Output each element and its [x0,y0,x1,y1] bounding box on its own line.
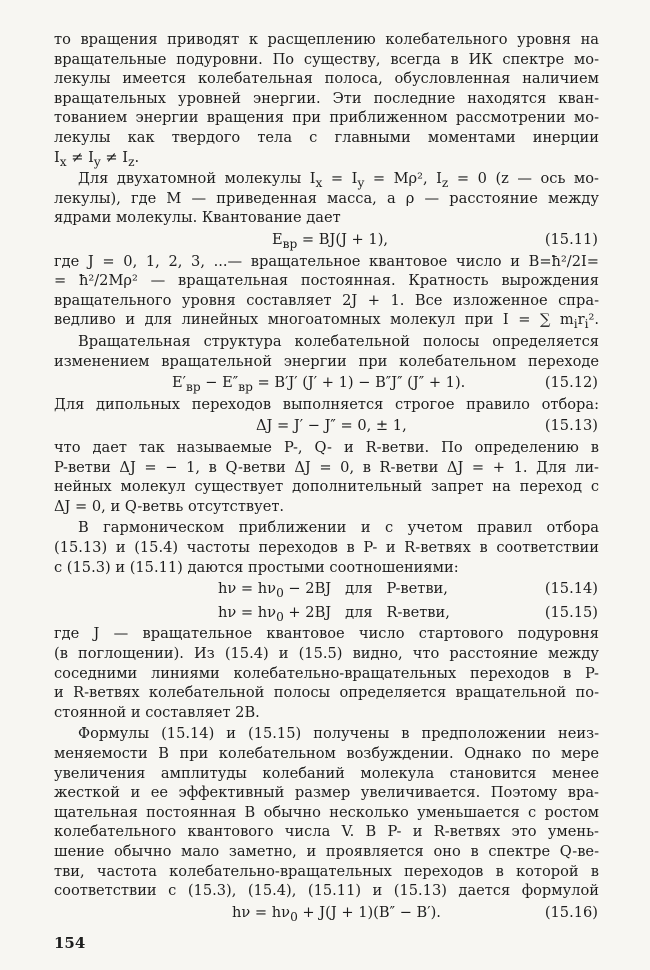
text-line: (15.13) и (15.4) частоты переходов в P- и R-ветвях в соответствии [54,539,599,556]
text-line: ведливо и для линейных многоатомных молекул при I = ∑ $m_ir_i^2$. [54,311,599,332]
text-line: изменением вращательной энергии при колебательном переходе [54,352,599,370]
text-line: лекулы как твердого тела с главными моментами инерции [54,129,599,146]
text-line: В гармоническом приближении и с учетом правил отбора [78,519,599,537]
equation-number: (15.11) [544,231,598,248]
page-number: 154 [54,934,86,953]
equation-number: (15.12) [544,374,598,392]
text-line: стоянной и составляет 2B. [54,703,260,721]
text-line: жесткой и ее эффективный размер увеличивается. Поэтому вра- [54,784,599,802]
equation-number: (15.15) [544,603,598,621]
text-line: меняемости B при колебательном возбуждении. Однако по мере [54,745,599,762]
text-line: вращательные подуровни. По существу, всегда в ИК спектре мо- [54,50,599,68]
text-line: тованием энергии вращения при приближенном рассмотрении мо- [54,109,599,127]
text-line: ядрами молекулы. Квантование дает [54,209,341,227]
text-line: лекулы имеется колебательная полоса, обусловленная наличием [54,70,599,88]
equation-15-13: ΔJ = J′ − J″ = 0, ± 1, [256,417,407,435]
text-line: нейных молекул существует дополнительный запрет на переход с [54,478,599,496]
text-line: Для двухатомной молекулы $I_x = I_y = M\rho^2$, $I_z = 0$ (z — ось мо- [78,170,599,191]
text-line: лекулы), где M — приведенная масса, а ρ — расстояние между [54,189,599,207]
equation-15-11: $E_{вр} = BJ(J + 1)$, [272,231,389,251]
text-line: вращательных уровней энергии. Эти последние находятся кван- [54,89,599,107]
text-line: Вращательная структура колебательной полосы определяется [78,333,599,350]
equation-15-14: $h\nu = h\nu_0 - 2BJ$ для P-ветви, [218,580,448,601]
text-line: Формулы (15.14) и (15.15) получены в предположении неиз- [78,725,599,743]
text-line: с (15.3) и (15.11) даются простыми соотношениями: [54,558,459,576]
text-line: то вращения приводят к расщеплению колебательного уровня на [54,31,599,48]
text-line: увеличения амплитуды колебаний молекула становится менее [54,764,599,782]
text-line: шение обычно мало заметно, и проявляется оно в спектре Q-ве- [54,843,599,860]
text-line: вращательного уровня составляет 2J + 1. Все изложенное спра- [54,291,599,309]
text-line: = ħ²/2Mρ² — вращательная постоянная. Кратность вырождения [54,272,599,290]
equation-15-12: $E'_{вр} - E''_{вр} = B'J'$ (J′ + 1) − B″J″ (J″ + 1). [172,374,466,395]
equation-number: (15.14) [544,580,598,598]
text-line: где J — вращательное квантовое число стартового подуровня [54,625,599,643]
text-line: ΔJ = 0, и Q-ветвь отсутствует. [54,497,285,515]
text-line: соответствии с (15.3), (15.4), (15.11) и (15.13) дается формулой [54,882,599,900]
text-line: Для дипольных переходов выполняется строгое правило отбора: [54,395,599,413]
equation-15-16: $h\nu = h\nu_0 + J(J + 1)(B'' - B')$. [232,903,441,924]
text-line: и R-ветвях колебательной полосы определяется вращательной по- [54,684,599,702]
text-line: колебательного квантового числа V. В P- и R-ветвях это умень- [54,823,599,841]
text-line: соседними линиями колебательно-вращательных переходов в P- [54,664,599,682]
text-line: что дает так называемые P-, Q- и R-ветви. По определению в [54,439,599,456]
text-line: P-ветви ΔJ = − 1, в Q-ветви ΔJ = 0, в R-ветви ΔJ = + 1. Для ли- [54,458,599,476]
text-line: (в поглощении). Из (15.4) и (15.5) видно, что расстояние между [54,645,599,662]
equation-number: (15.13) [544,417,598,435]
text-line: $I_x \ne I_y \ne I_z$. [54,148,140,169]
equation-number: (15.16) [544,903,598,921]
text-line: щательная постоянная B обычно несколько уменьшается с ростом [54,803,599,821]
text-line: где J = 0, 1, 2, 3, ...— вращательное квантовое число и B=ħ²/2I= [54,252,599,270]
text-line: тви, частота колебательно-вращательных переходов в которой в [54,862,599,880]
equation-15-15: $h\nu = h\nu_0 + 2BJ$ для R-ветви, [218,603,450,624]
